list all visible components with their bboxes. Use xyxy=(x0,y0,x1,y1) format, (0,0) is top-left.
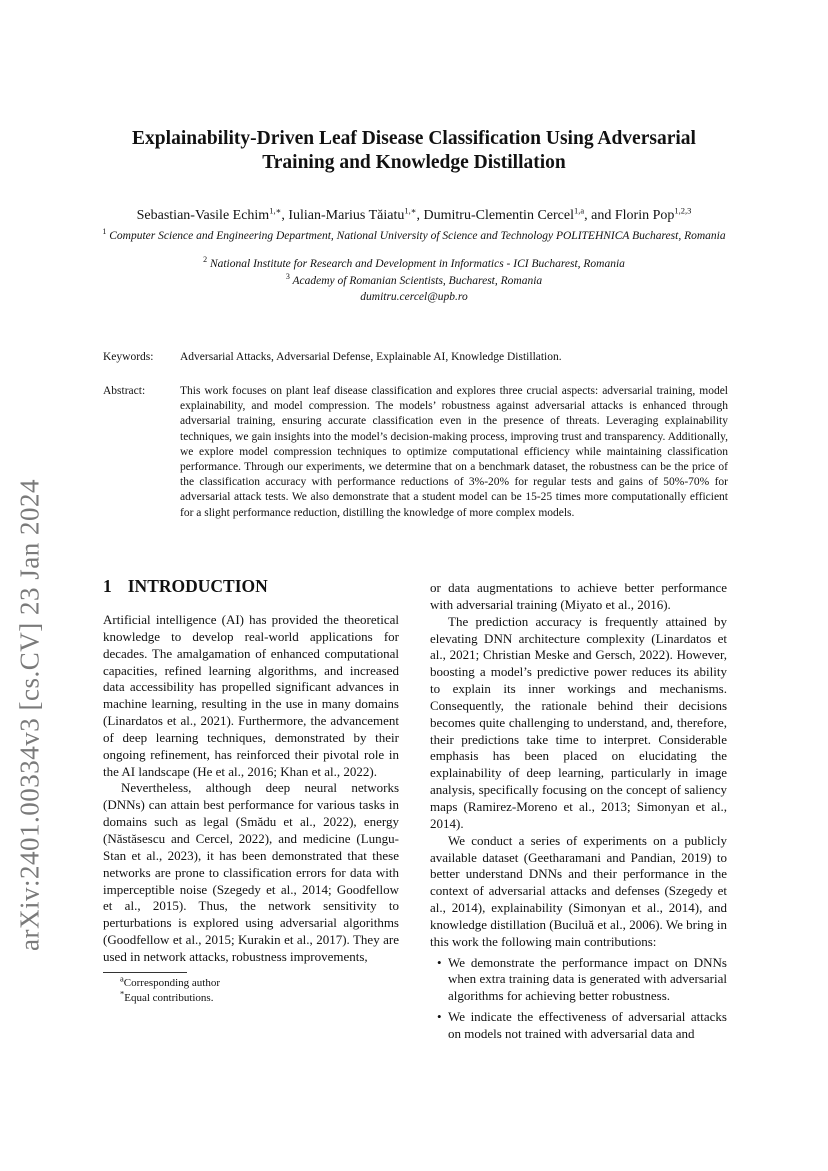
paper-title xyxy=(100,127,728,175)
affiliation-text: Computer Science and Engineering Department, National University of Science and Technology POLITEHNICA Bucharest, Romania xyxy=(109,230,726,242)
section-title: INTRODUCTION xyxy=(127,576,268,596)
contact-email xyxy=(100,290,728,305)
arxiv-identifier-text: arXiv:2401.00334v3 [cs.CV] 23 Jan 2024 xyxy=(14,479,45,951)
email-text: dumitru.cercel@upb.ro xyxy=(360,291,468,303)
bullet-icon: • xyxy=(437,1009,442,1025)
body-paragraph: Artificial intelligence (AI) has provided the theoretical knowledge to develop real-world applications for decades. The amalgamation of enhanced computational capacities, refined learning algorithms, and increased data accessibility has propelled significant advances in machine learning, resulting in the use in many domains (Linardatos et al., 2021). Furthermore, the advancement of deep learning techniques, demonstrated by their ongoing refinement, has reinforced their pivotal role in the AI landscape (He et al., 2016; Khan et al., 2022). xyxy=(103,612,399,779)
section-number: 1 xyxy=(103,576,112,596)
list-item xyxy=(430,955,727,1006)
author-name: Sebastian-Vasile Echim xyxy=(136,208,270,223)
abstract-label: Abstract: xyxy=(103,385,146,397)
affiliation-number: 3 xyxy=(285,272,290,282)
affiliation-text: Academy of Romanian Scientists, Bucharest, Romania xyxy=(292,275,543,287)
footnote-mark: a xyxy=(120,973,124,984)
abstract-text: This work focuses on plant leaf disease classification and explores three crucial aspects: adversarial training, model explainability, and model compression. The models’ robustness against adversarial attacks is enhanced through adversarial training, ensuring accurate classification even in the presence of threats. Leveraging explainability techniques, we gain insights into the model’s decision-making process, improving trust and transparency. Additionally, we explore model compression techniques to optimize computational efficiency while maintaining classification performance. Through our experiments, we determine that on a benchmark dataset, the robustness can be the price of the classification accuracy with performance reductions of 3%-20% for regular tests and gains of 50%-70% for adversarial attack tests. We also demonstrate that a student model can be 15-25 times more computationally efficient for a slight performance reduction, distilling the knowledge of more complex models. xyxy=(180,385,728,519)
author-separator: , and xyxy=(584,208,615,223)
list-item-text: We demonstrate the performance impact on DNNs when extra training data is generated with adversarial algorithms for achieving better robustness. xyxy=(448,954,727,1004)
affiliation-1 xyxy=(100,229,728,244)
body-paragraph: or data augmentations to achieve better performance with adversarial training (Miyato et al., 2016). xyxy=(430,580,727,612)
keywords-label: Keywords: xyxy=(103,351,154,363)
body-paragraph: The prediction accuracy is frequently attained by elevating DNN architecture complexity (Linardatos et al., 2021; Christian Meske and Gersch, 2022). However, boosting a model’s predictive power reduces its ability to explain its inner workings and mechanisms. Consequently, the rationale behind their decisions becomes quite challenging to understand, and, therefore, their predictions take time to interpret. Considerable emphasis has been placed on elucidating the explainability of deep learning, particularly in image analysis, specifically focusing on the concept of saliency maps (Ramirez-Moreno et al., 2013; Simonyan et al., 2014). xyxy=(430,613,727,831)
footnote xyxy=(120,973,221,990)
title-line-1: Explainability-Driven Leaf Disease Classification Using Adversarial xyxy=(132,128,696,149)
title-line-2: Training and Knowledge Distillation xyxy=(262,152,566,173)
section-heading xyxy=(103,576,268,597)
affiliation-2 xyxy=(100,257,728,272)
body-paragraph: Nevertheless, although deep neural networks (DNNs) can attain best performance for various tasks in domains such as legal (Smădu et al., 2022), energy (Năstăsescu and Cercel, 2022), and medicine (Lungu-Stan et al., 2023), it has been demonstrated that these networks are prone to classification errors for data with imperceptible noise (Szegedy et al., 2014; Goodfellow et al., 2015). Thus, the network sensitivity to perturbations is explored using adversarial algorithms (Goodfellow et al., 2015; Kurakin et al., 2017). They are used in network attacks, robustness improvements, xyxy=(103,780,399,964)
right-column xyxy=(430,580,727,1047)
footnote-text: Corresponding author xyxy=(123,977,221,989)
list-item xyxy=(430,1009,727,1043)
footnote-text: Equal contributions. xyxy=(124,992,214,1004)
footnote-mark: * xyxy=(120,988,125,999)
author-superscript: 1,2,3 xyxy=(674,205,692,216)
bullet-icon: • xyxy=(437,954,442,970)
author-superscript: 1,∗ xyxy=(269,205,282,216)
contribution-list xyxy=(430,955,727,1043)
footnote xyxy=(120,988,214,1005)
author-superscript: 1,a xyxy=(573,205,585,216)
author-name: Dumitru-Clementin Cercel xyxy=(423,208,574,223)
author-list xyxy=(100,207,728,225)
affiliation-text: National Institute for Research and Development in Informatics - ICI Bucharest, Romania xyxy=(209,258,625,270)
author-separator: , xyxy=(281,208,289,223)
footnote-divider xyxy=(103,972,187,973)
keywords-text: Adversarial Attacks, Adversarial Defense, Explainable AI, Knowledge Distillation. xyxy=(180,351,562,363)
left-column xyxy=(103,612,399,966)
author-superscript: 1,∗ xyxy=(404,205,417,216)
author-name: Iulian-Marius Tăiatu xyxy=(288,208,405,223)
body-paragraph: We conduct a series of experiments on a publicly available dataset (Geetharamani and Pandian, 2019) to better understand DNNs and their performance in the context of adversarial attacks and defenses (Szegedy et al., 2014), explainability (Simonyan et al., 2014), and knowledge distillation (Buciluă et al., 2006). We bring in this work the following main contributions: xyxy=(430,832,727,949)
author-separator: , xyxy=(416,208,424,223)
affiliation-number: 1 xyxy=(102,227,107,237)
affiliation-3 xyxy=(100,274,728,289)
author-name: Florin Pop xyxy=(614,208,675,223)
affiliation-number: 2 xyxy=(203,255,208,265)
list-item-text: We indicate the effectiveness of adversarial attacks on models not trained with adversarial data and xyxy=(448,1009,727,1041)
